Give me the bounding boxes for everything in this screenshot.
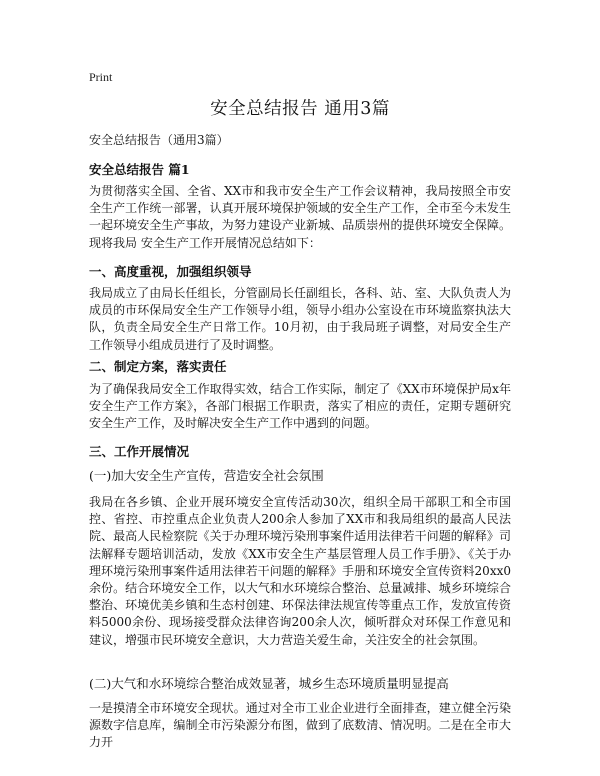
paragraph-4: 一是摸清全市环境安全现状。通过对全市工业企业进行全面排查，建立健全污染源数字信息库，编制全市污染源分布图，做到了底数清、情况明。二是在全市大力开 [89,701,511,750]
intro-paragraph: 为贯彻落实全国、全省、XX市和我市安全生产工作会议精神，我局按照全市安全生产工作统一部署，认真开展环境保护领域的安全生产工作，全市至今未发生一起环境安全生产事故，为努力建设产业新城、品质崇州的提供环境安全保障。现将我局 安全生产工作开展情况总结如下： [89,184,511,250]
subheading-2: (二)大气和水环境综合整治成效显著，城乡生态环境质量明显提高 [89,676,449,691]
print-label: Print [89,70,113,84]
section-title: 安全总结报告 篇1 [89,162,190,177]
paragraph-1: 我局成立了由局长任组长，分管副局长任副组长，各科、站、室、大队负责人为成员的市环保局安全生产工作领导小组，领导小组办公室设在市环境监察执法大队，负责全局安全生产日常工作。10月初，由于我局班子调整，对局安全生产工作领导小组成员进行了及时调整。 [89,286,511,352]
heading-1: 一、高度重视，加强组织领导 [89,264,252,279]
paragraph-3: 我局在各乡镇、企业开展环境安全宣传活动30次，组织全局干部职工和全市国控、省控、市控重点企业负责人200余人参加了XX市和我局组织的最高人民法院、最高人民检察院《关于办理环境污染刑事案件适用法律若干问题的解释》司法解释专题培训活动，发放《XX市安全生产基层管理人员工作手册》、《关于办理环境污染刑事案件适用法律若干问题的解释》手册和环境安全宣传资料20xx0余份。结合环境安全工作，以大气和水环境综合整治、总量减排、城乡环境综合整治、环境优美乡镇和生态村创建、环保法律法规宣传等重点工作，发放宣传资料5000余份、现场接受群众法律咨询200余人次，倾听群众对环保工作意见和建议，增强市民环境安全意识，大力营造关爱生命，关注安全的社会氛围。 [89,495,511,647]
paragraph-2: 为了确保我局安全工作取得实效，结合工作实际，制定了《XX市环境保护局x年安全生产工作方案》，各部门根据工作职责，落实了相应的责任，定期专题研究安全生产工作，及时解决安全生产工作中遇到的问题。 [89,382,511,431]
heading-2: 二、制定方案，落实责任 [89,359,227,374]
subheading-1: (一)加大安全生产宣传，营造安全社会氛围 [89,468,324,483]
heading-3: 三、工作开展情况 [89,444,190,459]
document-subtitle: 安全总结报告（通用3篇） [89,133,229,147]
document-title: 安全总结报告 通用3篇 [210,99,390,119]
